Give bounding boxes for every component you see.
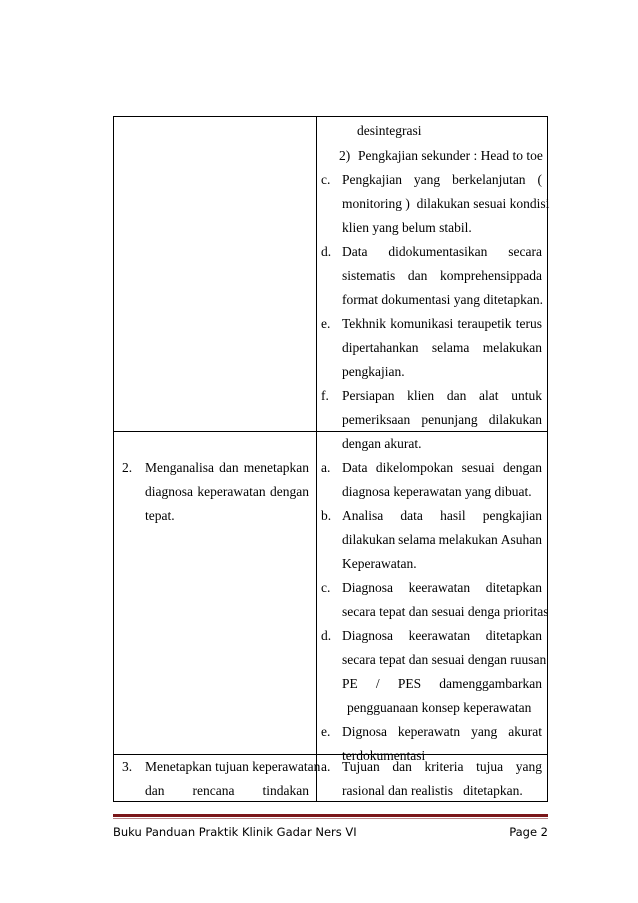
list-marker: f. — [321, 388, 329, 403]
page-number: Page 2 — [509, 825, 548, 839]
table-cell-text: tepat. — [145, 508, 175, 523]
footer-title: Buku Panduan Praktik Klinik Gadar Ners VI — [113, 825, 357, 839]
table-cell-text: diagnosa keperawatan yang dibuat. — [342, 484, 532, 499]
table-cell-text: pengkajian. — [342, 364, 405, 379]
table-cell-text: dan rencana tindakan — [145, 783, 309, 798]
column-divider — [316, 117, 317, 801]
footer-rule — [113, 818, 548, 819]
table-cell-text: format dokumentasi yang ditetapkan. — [342, 292, 543, 307]
table-cell-text: sistematis dan komprehensippada — [342, 268, 542, 283]
table-cell-text: 3. — [122, 759, 133, 774]
table-cell-text: dipertahankan selama melakukan — [342, 340, 542, 355]
table-cell-text: Pengkajian yang berkelanjutan ( — [342, 172, 542, 187]
row-divider — [114, 431, 547, 432]
list-marker: a. — [321, 759, 331, 774]
table-cell-text: Keperawatan. — [342, 556, 417, 571]
table-cell-text: Tujuan dan kriteria tujua yang — [342, 759, 542, 774]
table-cell-text: Pengkajian sekunder : Head to toe — [358, 148, 543, 163]
table-cell-text: pengguanaan konsep keperawatan — [347, 700, 532, 715]
list-marker: c. — [321, 580, 331, 595]
table-cell-text: PE / PES damenggambarkan — [342, 676, 542, 691]
table-cell-text: Data didokumentasikan secara — [342, 244, 542, 259]
list-marker: d. — [321, 244, 332, 259]
table-cell-text: Dignosa keperawatn yang akurat — [342, 724, 542, 739]
table-cell-text: dengan akurat. — [342, 436, 422, 451]
table-cell-text: diagnosa keperawatan dengan — [145, 484, 309, 499]
list-marker: 2) — [339, 148, 351, 163]
list-marker: e. — [321, 724, 331, 739]
table-cell-text: Menetapkan tujuan keperawatan — [145, 759, 321, 774]
table-cell-text: klien yang belum stabil. — [342, 220, 472, 235]
list-marker: e. — [321, 316, 331, 331]
table-cell-text: pemeriksaan penunjang dilakukan — [342, 412, 542, 427]
table-cell-text: Tekhnik komunikasi teraupetik terus — [342, 316, 542, 331]
table-cell-text: secara tepat dan sesuai dengan ruusan — [342, 652, 547, 667]
table-cell-text: Persiapan klien dan alat untuk — [342, 388, 542, 403]
list-marker: c. — [321, 172, 331, 187]
row-divider — [114, 754, 547, 755]
list-marker: a. — [321, 460, 331, 475]
table-cell-text: monitoring ) dilakukan sesuai kondisi — [342, 196, 550, 211]
table-cell-text: Menganalisa dan menetapkan — [145, 460, 309, 475]
table-cell-text: desintegrasi — [357, 123, 422, 138]
table-cell-text: Data dikelompokan sesuai dengan — [342, 460, 542, 475]
table-cell-text: rasional dan realistis ditetapkan. — [342, 783, 523, 798]
table-cell-text: Diagnosa keerawatan ditetapkan — [342, 628, 542, 643]
footer-rule — [113, 814, 548, 817]
list-marker: d. — [321, 628, 332, 643]
table-cell-text: 2. — [122, 460, 133, 475]
table-cell-text: Analisa data hasil pengkajian — [342, 508, 542, 523]
table-cell-text: Diagnosa keerawatan ditetapkan — [342, 580, 542, 595]
table-cell-text: terdokumentasi — [342, 748, 426, 763]
table-cell-text: secara tepat dan sesuai denga prioritas — [342, 604, 549, 619]
table-cell-text: dilakukan selama melakukan Asuhan — [342, 532, 542, 547]
list-marker: b. — [321, 508, 332, 523]
